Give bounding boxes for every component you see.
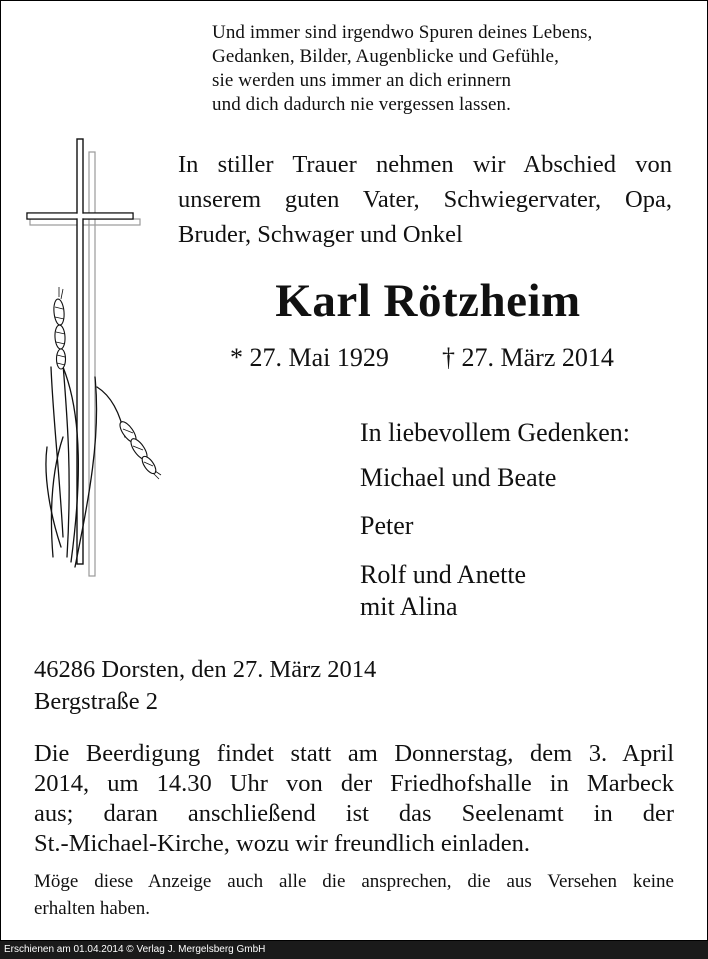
street-address: Bergstraße 2 [34, 688, 159, 715]
note-line: Möge diese Anzeige auch alle die ansprechen, die aus Versehen keine [34, 871, 674, 892]
funeral-line: Die Beerdigung findet statt am Donnerstag, dem 3. April [34, 740, 674, 767]
mourners-heading: In liebevollem Gedenken: [360, 418, 631, 447]
place-date: 46286 Dorsten, den 27. März 2014 [34, 656, 377, 683]
poem-line: Gedanken, Bilder, Augenblicke und Gefühle, [212, 46, 559, 67]
intro-line: Bruder, Schwager und Onkel [178, 221, 463, 248]
poem [212, 21, 592, 117]
funeral-details [34, 739, 674, 859]
note-line: erhalten haben. [34, 898, 151, 919]
birth-date: * 27. Mai 1929 [230, 343, 389, 372]
closing-note [34, 868, 674, 922]
deceased-name: Karl Rötzheim [275, 275, 581, 327]
mourner-name: Rolf und Anette [360, 560, 527, 589]
mourner-name: Michael und Beate [360, 463, 557, 492]
intro-line: unserem guten Vater, Schwiegervater, Opa, [178, 186, 672, 213]
intro-line: In stiller Trauer nehmen wir Abschied von [178, 151, 672, 178]
address-block [34, 654, 376, 718]
funeral-line: St.-Michael-Kirche, wozu wir freundlich einladen. [34, 830, 530, 857]
mourner-name: Peter [360, 511, 414, 540]
funeral-line: aus; daran anschließend ist das Seelenamt in der [34, 800, 674, 827]
footer-text: Erschienen am 01.04.2014 © Verlag J. Mergelsberg GmbH [4, 944, 266, 955]
intro-text [178, 147, 672, 252]
death-date: † 27. März 2014 [442, 343, 614, 372]
publication-footer [0, 941, 708, 959]
poem-line: sie werden uns immer an dich erinnern [212, 70, 512, 91]
mourner-name: mit Alina [360, 592, 458, 621]
mourners-block [360, 417, 630, 623]
poem-line: Und immer sind irgendwo Spuren deines Lebens, [212, 22, 593, 43]
poem-line: und dich dadurch nie vergessen lassen. [212, 94, 511, 115]
cross-with-wheat-icon [23, 137, 163, 577]
funeral-line: 2014, um 14.30 Uhr von der Friedhofshalle in Marbeck [34, 770, 674, 797]
